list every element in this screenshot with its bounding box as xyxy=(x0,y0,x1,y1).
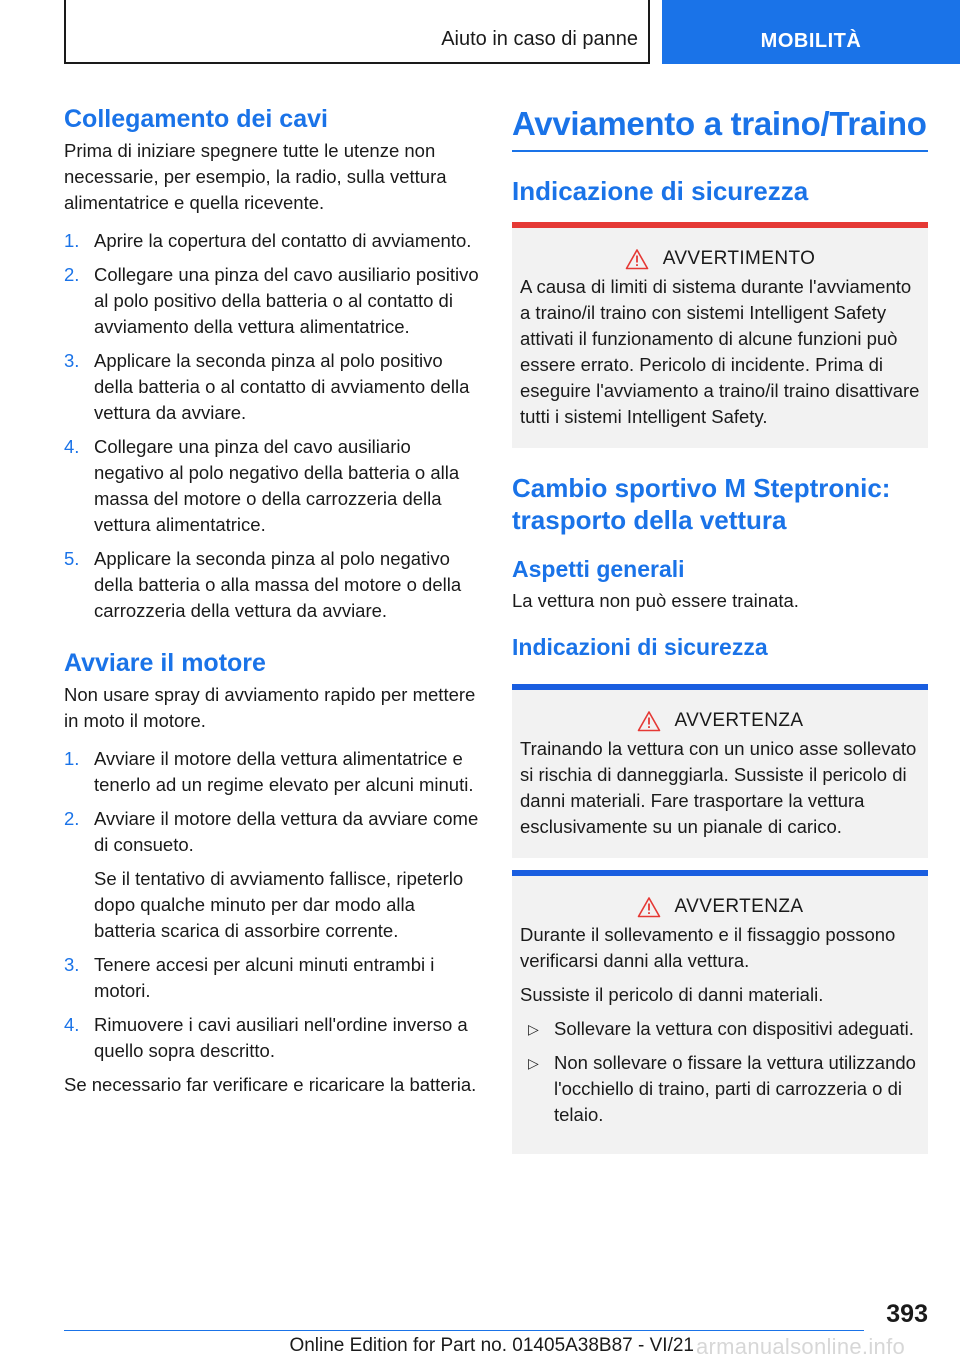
safety-heading: Indicazione di sicurezza xyxy=(512,176,809,206)
warning-title-row xyxy=(520,248,920,270)
list-item xyxy=(64,952,480,1004)
bullet-text: Non sollevare o fissare la vettura utilizzando l'occhiello di traino, parti di carrozzeria o di telaio. xyxy=(554,1052,916,1125)
engine-intro: Non usare spray di avviamento rapido per mettere in moto il motore. xyxy=(64,684,476,731)
watermark-logo: armanualsonline.info xyxy=(696,1334,906,1359)
caution-text: Sussiste il pericolo di danni materiali. xyxy=(520,984,824,1005)
warning-text: A causa di limiti di sistema durante l'avviamento a traino/il traino con sistemi Intelligent Safety attivati il funzionamento di alcune funzioni può essere errato. Pericolo di incidente. Prima di eseguire l'avviamento a traino/il traino disattivare tutti i sistemi Intelligent Safety. xyxy=(520,276,920,427)
warning-triangle-icon xyxy=(637,710,661,732)
warning-box xyxy=(512,222,928,448)
step-number: 4. xyxy=(64,1014,80,1035)
header-rule-right xyxy=(648,0,650,64)
step-text: Avviare il motore della vettura alimentatrice e tenerlo ad un regime elevato per alcuni minuti. xyxy=(94,748,474,795)
step-number: 1. xyxy=(64,748,80,769)
main-heading: Avviamento a traino/Traino xyxy=(512,102,928,152)
step-number: 3. xyxy=(64,954,80,975)
step-subtext: Se il tentativo di avviamento fallisce, ripeterlo dopo qualche minuto per dar modo alla batteria scarica di assorbire corrente. xyxy=(94,868,464,941)
step-text: Avviare il motore della vettura da avviare come di consueto. xyxy=(94,808,479,855)
engine-steps-list xyxy=(64,746,480,1064)
steptronic-heading: Cambio sportivo M Steptronic: trasporto della vettura xyxy=(512,473,891,535)
list-item xyxy=(64,262,480,340)
cables-intro: Prima di iniziare spegnere tutte le utenze non necessarie, per esempio, la radio, sulla vettura alimentatrice e quella ricevente. xyxy=(64,140,447,213)
caution-title: AVVERTENZA xyxy=(674,710,804,731)
list-item xyxy=(64,434,480,538)
list-item xyxy=(520,1050,920,1128)
step-text: Collegare una pinza del cavo ausiliario positivo al polo positivo della batteria o al contatto di avviamento della vettura alimentatrice. xyxy=(94,264,479,337)
bullet-text: Sollevare la vettura con dispositivi adeguati. xyxy=(554,1018,914,1039)
caution-title-row xyxy=(520,710,920,732)
list-item xyxy=(520,1016,920,1042)
right-column xyxy=(512,102,928,1154)
step-text: Applicare la seconda pinza al polo positivo della batteria o al contatto di avviamento della vettura da avviare. xyxy=(94,350,470,423)
step-number: 2. xyxy=(64,808,80,829)
list-item xyxy=(64,228,480,254)
general-heading: Aspetti generali xyxy=(512,556,685,582)
header-section-title: Aiuto in caso di panne xyxy=(441,28,638,50)
engine-heading: Avviare il motore xyxy=(64,649,266,677)
warning-triangle-icon xyxy=(637,896,661,918)
list-item xyxy=(64,806,480,944)
bullet-arrow-icon: ▷ xyxy=(528,1055,539,1071)
step-text: Collegare una pinza del cavo ausiliario negativo al polo negativo della batteria o alla massa del motore o della carrozzeria della vettura alimentatrice. xyxy=(94,436,460,535)
caution-bullet-list xyxy=(520,1016,920,1128)
bullet-arrow-icon: ▷ xyxy=(528,1021,539,1037)
footer-edition: Online Edition for Part no. 01405A38B87 - VI/21 xyxy=(289,1335,694,1356)
caution-text: Trainando la vettura con un unico asse sollevato si rischia di danneggiarla. Sussiste il pericolo di danni materiali. Fare trasportare la vettura esclusivamente su un pianale di carico. xyxy=(520,738,917,837)
step-number: 5. xyxy=(64,548,80,569)
left-column xyxy=(64,102,480,1098)
header-rule-bottom xyxy=(64,62,650,64)
step-text: Tenere accesi per alcuni minuti entrambi i motori. xyxy=(94,954,435,1001)
safety-notes-heading: Indicazioni di sicurezza xyxy=(512,634,768,660)
cables-steps-list xyxy=(64,228,480,624)
list-item xyxy=(64,546,480,624)
header-chapter-tab[interactable]: MOBILITÀ xyxy=(662,0,960,64)
cables-heading: Collegamento dei cavi xyxy=(64,105,328,133)
list-item xyxy=(64,746,480,798)
page-number: 393 xyxy=(886,1300,928,1328)
step-number: 4. xyxy=(64,436,80,457)
list-item xyxy=(64,348,480,426)
footer-rule xyxy=(64,1330,864,1331)
warning-triangle-icon xyxy=(625,248,649,270)
caution-title: AVVERTENZA xyxy=(674,896,804,917)
general-text: La vettura non può essere trainata. xyxy=(512,590,799,611)
step-number: 2. xyxy=(64,264,80,285)
caution-title-row xyxy=(520,896,920,918)
step-number: 3. xyxy=(64,350,80,371)
list-item xyxy=(64,1012,480,1064)
caution-box xyxy=(512,870,928,1154)
warning-title: AVVERTIMENTO xyxy=(662,248,816,269)
step-text: Applicare la seconda pinza al polo negativo della batteria o alla massa del motore o della carrozzeria della vettura da avviare. xyxy=(94,548,462,621)
step-text: Rimuovere i cavi ausiliari nell'ordine inverso a quello sopra descritto. xyxy=(94,1014,468,1061)
step-text: Aprire la copertura del contatto di avviamento. xyxy=(94,230,472,251)
caution-box xyxy=(512,684,928,858)
step-number: 1. xyxy=(64,230,80,251)
closing-note: Se necessario far verificare e ricaricare la batteria. xyxy=(64,1074,477,1095)
caution-text: Durante il sollevamento e il fissaggio possono verificarsi danni alla vettura. xyxy=(520,924,896,971)
